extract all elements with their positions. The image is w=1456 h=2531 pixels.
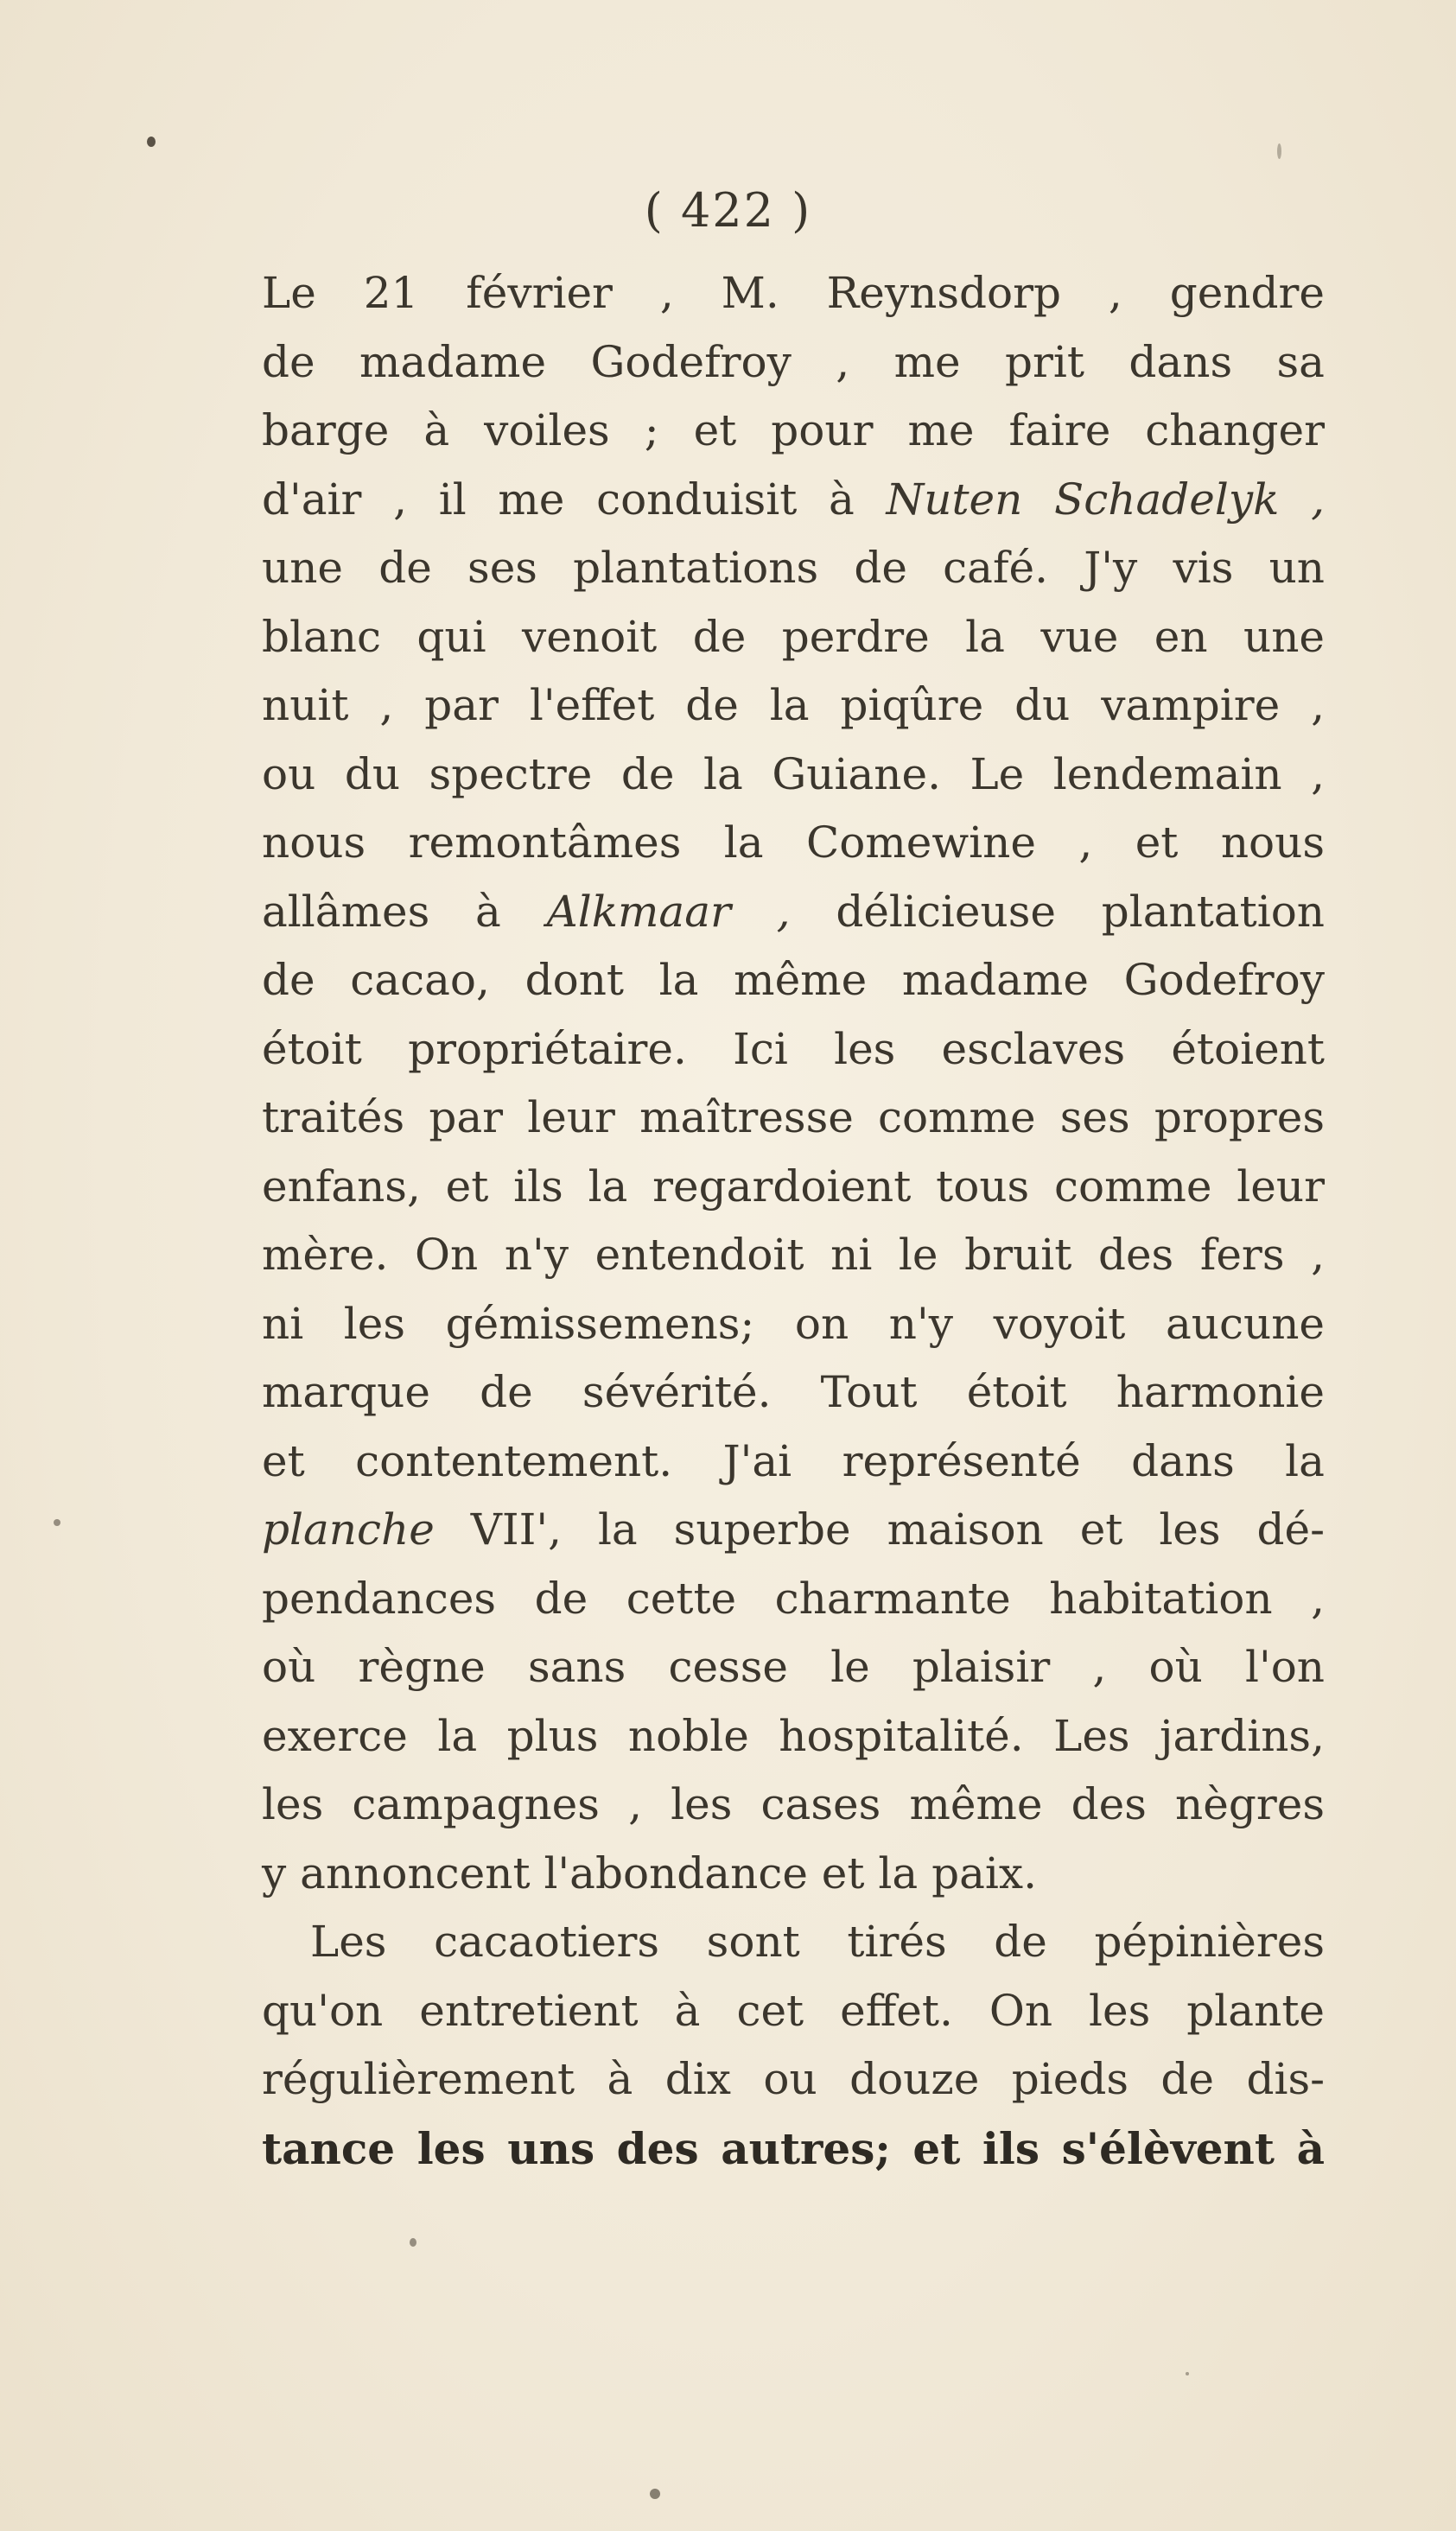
text-line: ou du spectre de la Guiane. Le lendemain , [262,748,1325,799]
text-line: et contentement. J'ai représenté dans la [262,1435,1325,1486]
text-line: mère. On n'y entendoit ni le bruit des fers , [262,1230,1325,1280]
text-line: de cacao, dont la même madame Godefroy [262,955,1325,1005]
text-line: qu'on entretient à cet effet. On les plante [262,1985,1325,2036]
paper-speck [1186,2372,1189,2375]
text-line: tance les uns des autres; et ils s'élèvent à [262,2122,1325,2174]
text-line: exerce la plus noble hospitalité. Les jardins, [262,1710,1325,1761]
italic-place-name: Alkmaar , [546,886,791,937]
text-line: nuit , par l'effet de la piqûre du vampire , [262,680,1325,730]
text-line [262,466,1325,535]
text-line: étoit propriétaire. Ici les esclaves étoient [262,1023,1325,1074]
text-line: y annoncent l'abondance et la paix. [262,1847,1037,1898]
text-line: une de ses plantations de café. J'y vis un [262,543,1325,593]
body-text [262,259,1325,2183]
italic-word: planche [262,1504,435,1555]
text-line: de madame Godefroy , me prit dans sa [262,336,1325,387]
text-line: où règne sans cesse le plaisir , où l'on [262,1642,1325,1692]
paper-speck [147,137,156,147]
text-line: blanc qui venoit de perdre la vue en une [262,611,1325,662]
paper-speck [650,2489,660,2499]
text-line: ni les gémissemens; on n'y voyoit aucune [262,1298,1325,1349]
text-fragment: d'air , il me conduisit à [262,474,887,525]
text-line: enfans, et ils la regardoient tous comme leur [262,1161,1325,1211]
text-line: marque de sévérité. Tout étoit harmonie [262,1367,1325,1417]
text-line [262,1496,1325,1565]
text-line: nous remontâmes la Comewine , et nous [262,817,1325,868]
text-line: traités par leur maîtresse comme ses propres [262,1092,1325,1142]
page-number: ( 422 ) [644,183,812,238]
text-line: les campagnes , les cases même des nègres [262,1779,1325,1829]
text-line: régulièrement à dix ou douze pieds de dis- [262,2054,1325,2104]
paper-speck [410,2238,416,2247]
italic-place-name: Nuten Schadelyk , [886,474,1325,525]
text-line: Les cacaotiers sont tirés de pépinières [310,1917,1325,1967]
paper-speck [1277,143,1281,159]
text-line [262,878,1325,947]
text-fragment: délicieuse plantation [790,886,1326,937]
paper-speck [54,1519,60,1526]
text-line: pendances de cette charmante habitation , [262,1573,1325,1624]
text-line: barge à voiles ; et pour me faire changer [262,405,1325,455]
text-line: Le 21 février , M. Reynsdorp , gendre [262,268,1325,318]
text-fragment: allâmes à [262,886,547,937]
text-fragment: VII', la superbe maison et les dé- [434,1504,1325,1555]
